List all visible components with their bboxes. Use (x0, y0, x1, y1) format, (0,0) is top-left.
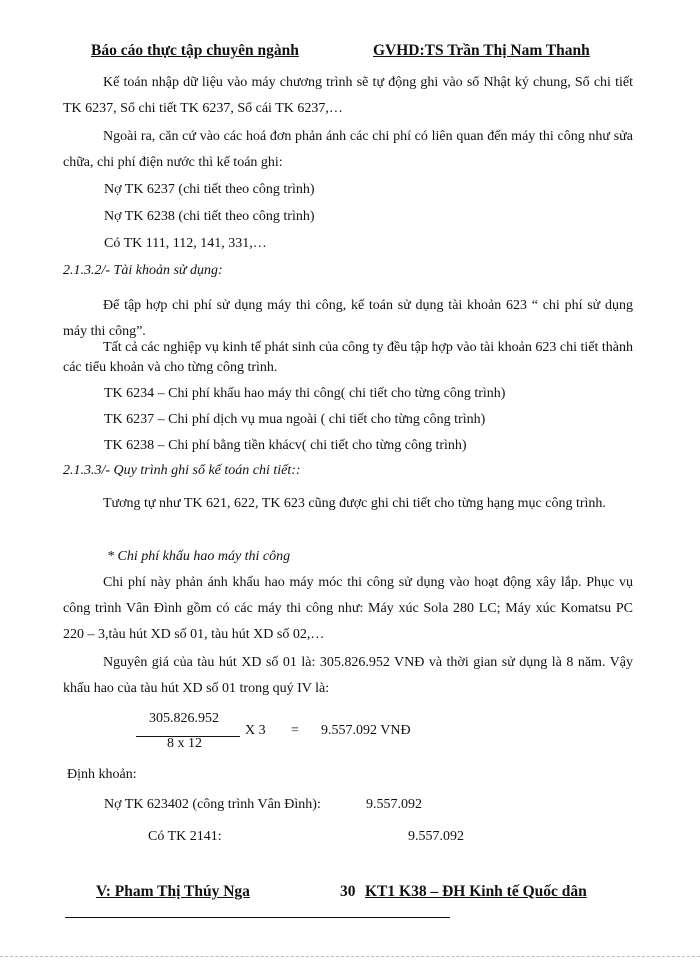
header-title: Báo cáo thực tập chuyên ngành (91, 42, 299, 59)
paragraph-1: Kế toán nhập dữ liệu vào máy chương trình sẽ tự động ghi vào sổ Nhật ký chung, Sổ chi tiết TK 6237, Sổ chi tiết TK 6237, Sổ cái TK 6237,… (63, 75, 633, 116)
formula-numerator: 305.826.952 (149, 711, 219, 726)
account-6238: TK 6238 – Chi phí bằng tiền khácv( chi tiết cho từng công trình) (104, 438, 467, 453)
formula-multiplier: X 3 (245, 723, 266, 738)
footer-page-number: 30 (340, 883, 356, 900)
header-advisor: GVHD:TS Trần Thị Nam Thanh (373, 42, 590, 59)
paragraph-2: Ngoài ra, căn cứ vào các hoá đơn phản ánh các chi phí có liên quan đến máy thi công như sửa chữa, chi phí điện nước thì kế toán ghi: (63, 129, 633, 170)
account-6234: TK 6234 – Chi phí khấu hao máy thi công( chi tiết cho từng công trình) (104, 386, 506, 401)
paragraph-5: Tương tự như TK 621, 622, TK 623 cũng được ghi chi tiết cho từng hạng mục công trình. (103, 496, 606, 511)
entry-credit-label: Có TK 2141: (148, 829, 222, 844)
section-heading-2133: 2.1.3.3/- Quy trình ghi sổ kế toán chi tiết:: (63, 463, 301, 478)
journal-entry-debit-6238: Nợ TK 6238 (chi tiết theo công trình) (104, 209, 315, 224)
footer-class-school: KT1 K38 – ĐH Kinh tế Quốc dân (365, 883, 587, 900)
journal-entry-credit: Có TK 111, 112, 141, 331,… (104, 236, 267, 251)
footer-rule (65, 917, 450, 918)
section-heading-2132: 2.1.3.2/- Tài khoản sử dụng: (63, 263, 223, 278)
paragraph-7: Nguyên giá của tàu hút XD số 01 là: 305.826.952 VNĐ và thời gian sử dụng là 8 năm. Vậy khấu hao của tàu hút XD số 01 trong quý IV là: (63, 655, 633, 696)
subheading-depreciation: * Chi phí khấu hao máy thi công (107, 549, 291, 564)
footer-author: V: Pham Thị Thúy Nga (96, 883, 250, 900)
formula-result: 9.557.092 VNĐ (321, 723, 411, 738)
formula-equals: = (291, 723, 299, 738)
paragraph-6: Chi phí này phản ánh khấu hao máy móc thi công sử dụng vào hoạt động xây lắp. Phục vụ công trình Vân Đình gồm có các máy thi công như: Máy xúc Sola 280 LC; Máy xúc Komatsu PC 220 – 3,tàu hút XD số 01, tàu hút XD số 02,… (63, 575, 633, 642)
entry-debit-amount: 9.557.092 (366, 797, 422, 812)
entry-heading: Định khoản: (67, 767, 137, 782)
account-6237: TK 6237 – Chi phí dịch vụ mua ngoài ( chi tiết cho từng công trình) (104, 412, 486, 427)
entry-debit-label: Nợ TK 623402 (công trình Vân Đình): (104, 797, 321, 812)
paragraph-4: Tất cả các nghiệp vụ kinh tế phát sinh của công ty đều tập hợp vào tài khoản 623 chi tiết thành các tiểu khoản và cho từng công trình. (63, 340, 633, 375)
paragraph-3: Để tập hợp chi phí sử dụng máy thi công, kế toán sử dụng tài khoản 623 “ chi phí sử dụng máy thi công”. (63, 298, 633, 339)
page-break-line (0, 956, 700, 957)
formula-denominator: 8 x 12 (167, 736, 202, 751)
journal-entry-debit-6237: Nợ TK 6237 (chi tiết theo công trình) (104, 182, 315, 197)
entry-credit-amount: 9.557.092 (408, 829, 464, 844)
